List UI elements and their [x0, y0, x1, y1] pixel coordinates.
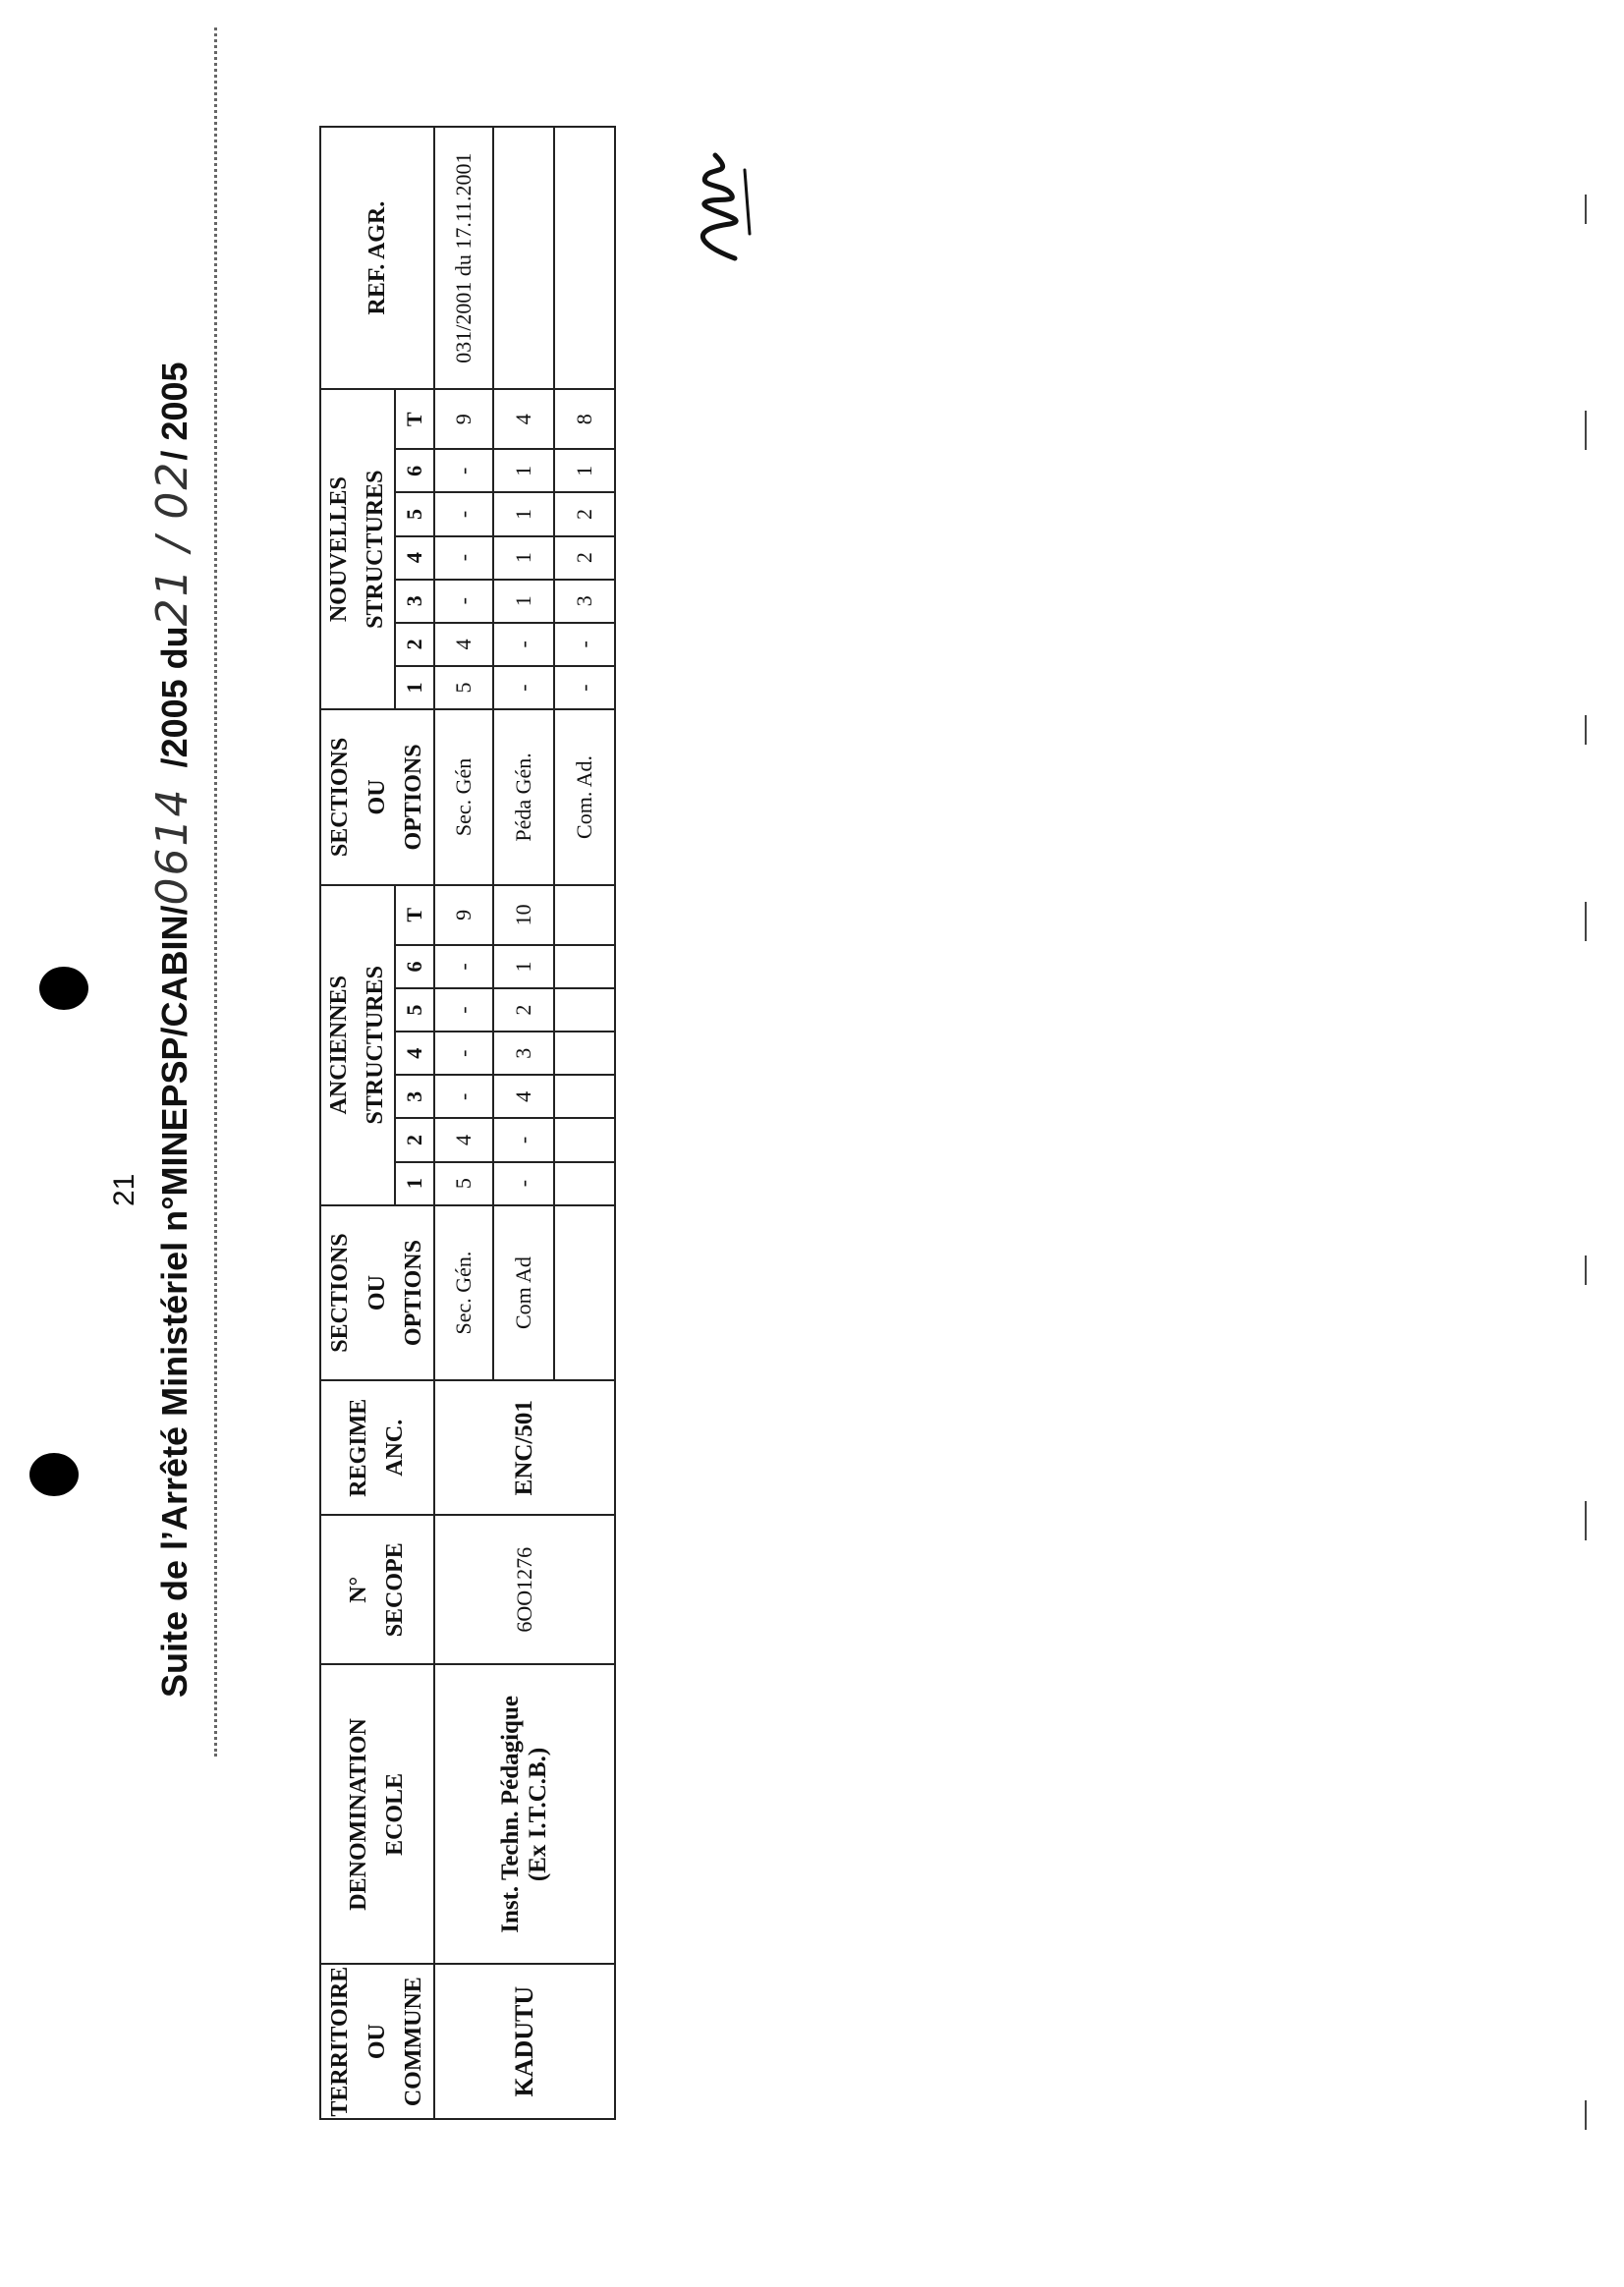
title-underline — [210, 28, 217, 1757]
cell-nouv: - — [493, 623, 554, 666]
header-text: NOUVELLES — [326, 476, 352, 623]
anc-class-header: 1 — [395, 1162, 434, 1205]
header-text: OPTIONS — [400, 1240, 426, 1347]
title-mid: /2005 du — [154, 626, 195, 768]
cell-nouv-total: 8 — [554, 389, 615, 449]
nouv-class-header: T — [395, 389, 434, 449]
cell-anc: - — [434, 1075, 493, 1118]
header-sections-nouvelles — [320, 709, 434, 885]
anc-class-header: 4 — [395, 1032, 434, 1075]
header-text: SECTIONS — [327, 737, 354, 858]
cell-anc-total — [554, 885, 615, 945]
header-text: REGIME — [346, 1398, 371, 1497]
title-handwritten-number: 0614 — [147, 787, 197, 906]
cell-anc: 1 — [493, 945, 554, 988]
header-sections-anciennes — [320, 1205, 434, 1381]
header-text: STRUCTURES — [363, 470, 389, 629]
cell-nouv: 2 — [554, 492, 615, 535]
header-text: ANCIENNES — [326, 976, 352, 1115]
scan-edge-marks — [1582, 106, 1601, 2169]
header-regime — [320, 1380, 434, 1515]
cell-anc: 2 — [493, 988, 554, 1032]
cell-nouv: 1 — [554, 449, 615, 492]
cell-nouv: - — [434, 449, 493, 492]
cell-anc — [554, 1032, 615, 1075]
anc-class-header: 6 — [395, 945, 434, 988]
anc-class-header: 5 — [395, 988, 434, 1032]
cell-anc: - — [434, 988, 493, 1032]
cell-nouv: 3 — [554, 580, 615, 623]
header-text: SECTIONS — [327, 1233, 354, 1353]
header-text: COMMUNE — [400, 1977, 426, 2107]
cell-nouv: 1 — [493, 536, 554, 580]
document-title — [147, 322, 197, 1698]
cell-nouv: - — [434, 492, 493, 535]
punch-hole-1 — [39, 967, 88, 1010]
cell-anc: - — [493, 1162, 554, 1205]
cell-anc — [554, 1162, 615, 1205]
header-text: TERRITOIRE — [327, 1966, 354, 2117]
cell-section-nouvelle: Com. Ad. — [554, 709, 615, 885]
cell-anc — [554, 945, 615, 988]
cell-section-nouvelle: Péda Gén. — [493, 709, 554, 885]
nouv-class-header: 3 — [395, 580, 434, 623]
anc-class-header: 3 — [395, 1075, 434, 1118]
anc-class-header: T — [395, 885, 434, 945]
cell-regime: ENC/501 — [434, 1380, 615, 1515]
header-ref-agr: REF. AGR. — [320, 127, 434, 389]
cell-section-ancienne: Sec. Gén. — [434, 1205, 493, 1381]
header-anciennes-structures — [320, 885, 395, 1205]
nouv-class-header: 6 — [395, 449, 434, 492]
cell-anc: 4 — [493, 1075, 554, 1118]
cell-nouv: - — [554, 623, 615, 666]
cell-anc — [554, 1075, 615, 1118]
title-suffix: / 2005 — [154, 362, 195, 461]
nouv-class-header: 4 — [395, 536, 434, 580]
cell-section-ancienne — [554, 1205, 615, 1381]
cell-anc — [554, 988, 615, 1032]
denomination-line1: Inst. Techn. Pédagique — [497, 1696, 525, 1933]
page-number: 21 — [108, 1173, 140, 1206]
cell-nouv: 5 — [434, 666, 493, 709]
title-handwritten-date: 21 / 02 — [147, 460, 197, 627]
cell-section-ancienne: Com Ad — [493, 1205, 554, 1381]
anc-class-header: 2 — [395, 1118, 434, 1161]
cell-nouv: 1 — [493, 449, 554, 492]
cell-nouv-total: 9 — [434, 389, 493, 449]
handwritten-signature-icon — [676, 145, 764, 263]
cell-anc: 4 — [434, 1118, 493, 1161]
cell-anc-total: 9 — [434, 885, 493, 945]
cell-nouv: - — [493, 666, 554, 709]
cell-nouv: 1 — [493, 492, 554, 535]
cell-nouv: 4 — [434, 623, 493, 666]
header-text: DENOMINATION — [346, 1718, 371, 1911]
cell-ref: 031/2001 du 17.11.2001 — [434, 127, 493, 389]
nouv-class-header: 1 — [395, 666, 434, 709]
header-text: N° — [346, 1576, 371, 1603]
header-text: ANC. — [382, 1419, 409, 1477]
nouv-class-header: 2 — [395, 623, 434, 666]
cell-anc: - — [434, 1032, 493, 1075]
cell-denomination — [434, 1664, 615, 1964]
cell-anc: - — [434, 945, 493, 988]
header-territoire — [320, 1964, 434, 2119]
cell-anc: 5 — [434, 1162, 493, 1205]
punch-hole-2 — [29, 1453, 79, 1496]
header-text: OU — [364, 2024, 390, 2060]
structures-table — [319, 126, 616, 2120]
cell-nouv: - — [554, 666, 615, 709]
nouv-class-header: 5 — [395, 492, 434, 535]
cell-section-nouvelle: Sec. Gén — [434, 709, 493, 885]
cell-anc — [554, 1118, 615, 1161]
table-row — [434, 127, 493, 2119]
cell-anc-total: 10 — [493, 885, 554, 945]
title-prefix: Suite de l’Arrêté Ministériel n°MINEPSP/CABIN/ — [154, 905, 195, 1698]
header-text: OPTIONS — [400, 744, 426, 851]
header-text: OU — [364, 1275, 390, 1311]
cell-territoire: KADUTU — [434, 1964, 615, 2119]
header-secope — [320, 1515, 434, 1664]
header-denomination — [320, 1664, 434, 1964]
cell-secope: 6OO1276 — [434, 1515, 615, 1664]
header-nouvelles-structures — [320, 389, 395, 709]
cell-nouv: 2 — [554, 536, 615, 580]
cell-anc: - — [493, 1118, 554, 1161]
header-text: OU — [364, 779, 390, 815]
header-text: SECOPE — [382, 1542, 409, 1638]
denomination-line2: (Ex I.T.C.B.) — [525, 1747, 552, 1882]
cell-nouv: 1 — [493, 580, 554, 623]
header-text: ECOLE — [382, 1772, 409, 1856]
cell-anc: 3 — [493, 1032, 554, 1075]
cell-nouv-total: 4 — [493, 389, 554, 449]
header-text: STRUCTURES — [363, 966, 389, 1125]
cell-ref — [554, 127, 615, 389]
cell-ref — [493, 127, 554, 389]
cell-nouv: - — [434, 536, 493, 580]
cell-nouv: - — [434, 580, 493, 623]
